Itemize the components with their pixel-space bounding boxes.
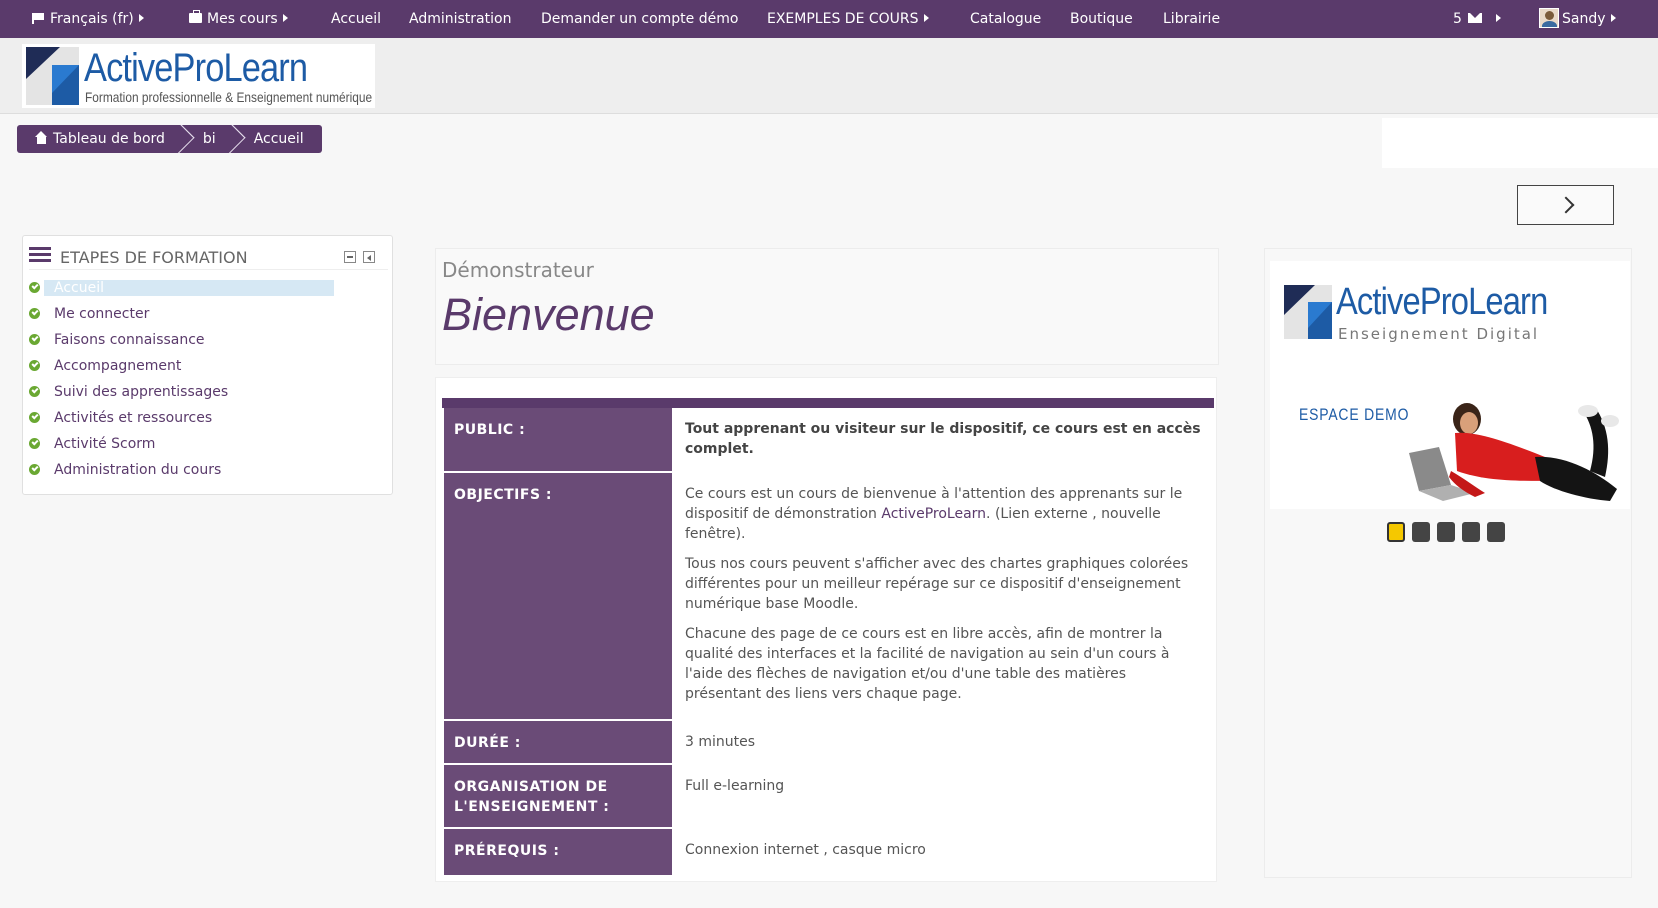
- breadcrumb-dashboard-label: Tableau de bord: [53, 131, 165, 147]
- course-label: Démonstrateur: [442, 258, 594, 282]
- organisation-value: Full e-learning: [673, 764, 1213, 828]
- slider-dot-4[interactable]: [1462, 522, 1480, 542]
- check-icon: [29, 438, 40, 449]
- activeprolearn-link[interactable]: ActiveProLearn: [881, 506, 987, 522]
- slide-label: ESPACE DEMO: [1299, 405, 1410, 424]
- toc-item-label: Activités et ressources: [54, 410, 213, 426]
- toc-item-label: Accompagnement: [54, 358, 182, 374]
- objectives-paragraph: Tous nos cours peuvent s'afficher avec des chartes graphiques colorées différentes pour un meilleur repérage sur ce dispositif d'enseignement numérique base Moodle.: [685, 556, 1189, 612]
- toc-item-label: Administration du cours: [54, 462, 222, 478]
- table-row: [443, 403, 1213, 472]
- public-value-text: Tout apprenant ou visiteur sur le dispositif, ce cours est en accès complet.: [685, 421, 1201, 457]
- toc-item-label: Accueil: [44, 280, 334, 296]
- menu-bars-icon: [29, 247, 51, 263]
- student-laptop-illustration: [1405, 401, 1625, 506]
- envelope-icon: [1468, 13, 1482, 23]
- message-count: 5: [1453, 11, 1462, 27]
- top-navbar: [0, 0, 1658, 38]
- prerequisites-value: Connexion internet , casque micro: [673, 828, 1213, 876]
- header-search-area: [1382, 118, 1658, 168]
- toc-item-scorm[interactable]: [29, 436, 334, 462]
- breadcrumb-bi[interactable]: bi: [183, 125, 234, 153]
- slider-dot-1[interactable]: [1387, 522, 1405, 542]
- slide-image[interactable]: [1270, 261, 1630, 509]
- objectives-text: . (Lien externe , nouvelle fenêtre).: [685, 506, 1161, 542]
- objectives-text: Ce cours est un cours de bienvenue à l'attention des apprenants sur le dispositif de démonstration: [685, 486, 1183, 522]
- block-title: ETAPES DE FORMATION: [60, 248, 248, 267]
- toc-item-label: Suivi des apprentissages: [54, 384, 229, 400]
- toc-item-label: Activité Scorm: [54, 436, 156, 452]
- organisation-key: ORGANISATION DE L'ENSEIGNEMENT :: [443, 764, 673, 828]
- page-title: Bienvenue: [442, 289, 655, 340]
- toc-item-faisons-connaissance[interactable]: [29, 332, 334, 358]
- course-info-table: [442, 398, 1214, 877]
- objectives-paragraph: [685, 484, 1202, 544]
- breadcrumb-dashboard[interactable]: [17, 125, 183, 153]
- toc-item-accompagnement[interactable]: [29, 358, 334, 384]
- user-menu[interactable]: [1539, 0, 1616, 38]
- caret-right-icon: [924, 14, 929, 22]
- slider-dots: [1387, 522, 1505, 542]
- duration-value: 3 minutes: [673, 720, 1213, 764]
- table-row: [443, 764, 1213, 828]
- nav-link-accueil[interactable]: Accueil: [331, 11, 381, 27]
- toc-item-accueil[interactable]: [29, 280, 334, 306]
- toc-item-label: Faisons connaissance: [54, 332, 205, 348]
- page-title-box: [435, 248, 1219, 365]
- toc-item-suivi[interactable]: [29, 384, 334, 410]
- home-icon: [35, 134, 48, 144]
- public-key: PUBLIC :: [443, 403, 673, 472]
- logo-mark-icon: [1284, 285, 1332, 339]
- logo-subtitle: Formation professionnelle & Enseignement numérique: [85, 89, 373, 105]
- objectives-paragraph: Chacune des page de ce cours est en libre accès, afin de montrer la qualité des interfaces et la facilité de navigation au sein d'un cours à l'aide des flèches de navigation et/ou d'une table des matières présentant des liens vers chaque page.: [685, 626, 1170, 702]
- table-row: [443, 472, 1213, 720]
- breadcrumb-accueil[interactable]: Accueil: [253, 131, 304, 147]
- caret-right-icon: [1496, 14, 1501, 22]
- language-menu[interactable]: [32, 0, 144, 38]
- promo-slider: [1264, 248, 1632, 878]
- nav-link-demo-account[interactable]: Demander un compte démo: [541, 11, 739, 27]
- nav-link-boutique[interactable]: Boutique: [1070, 11, 1133, 27]
- nav-link-catalogue[interactable]: Catalogue: [970, 11, 1042, 27]
- course-info-panel: [435, 377, 1217, 882]
- user-name: Sandy: [1562, 11, 1606, 27]
- check-icon: [29, 412, 40, 423]
- flag-icon: [32, 13, 45, 24]
- check-icon: [29, 464, 40, 475]
- check-icon: [29, 308, 40, 319]
- briefcase-icon: [189, 13, 202, 23]
- public-value: [673, 403, 1213, 472]
- toc-item-me-connecter[interactable]: [29, 306, 334, 332]
- language-label: Français (fr): [50, 11, 134, 27]
- slide-title: ActiveProLearn: [1336, 281, 1548, 323]
- site-logo[interactable]: [22, 44, 375, 108]
- next-page-button[interactable]: [1517, 185, 1614, 225]
- page-header: [0, 38, 1658, 114]
- toc-item-administration[interactable]: [29, 462, 334, 488]
- toc-item-label: Me connecter: [54, 306, 150, 322]
- table-row: [443, 828, 1213, 876]
- check-icon: [29, 282, 40, 293]
- course-examples-label: EXEMPLES DE COURS: [767, 11, 919, 27]
- caret-right-icon: [283, 14, 288, 22]
- nav-link-librairie[interactable]: Librairie: [1163, 11, 1221, 27]
- caret-right-icon: [139, 14, 144, 22]
- check-icon: [29, 360, 40, 371]
- caret-right-icon: [1611, 14, 1616, 22]
- objectives-key: OBJECTIFS :: [443, 472, 673, 720]
- my-courses-menu[interactable]: [189, 0, 288, 38]
- logo-title: ActiveProLearn: [84, 46, 308, 90]
- table-row: [443, 720, 1213, 764]
- collapse-block-button[interactable]: [344, 251, 356, 263]
- block-header: [29, 244, 388, 270]
- nav-link-administration[interactable]: Administration: [409, 11, 512, 27]
- my-courses-label: Mes cours: [207, 11, 278, 27]
- check-icon: [29, 386, 40, 397]
- objectives-value: [673, 472, 1213, 720]
- slider-dot-5[interactable]: [1487, 522, 1505, 542]
- slider-dot-3[interactable]: [1437, 522, 1455, 542]
- avatar: [1539, 8, 1559, 28]
- dock-block-button[interactable]: [363, 251, 375, 263]
- table-of-contents: [29, 280, 334, 488]
- toc-item-activites[interactable]: [29, 410, 334, 436]
- slider-dot-2[interactable]: [1412, 522, 1430, 542]
- breadcrumb: [17, 125, 322, 153]
- slide-subtitle: Enseignement Digital: [1338, 325, 1540, 343]
- logo-mark-icon: [26, 47, 79, 105]
- prerequisites-key: PRÉREQUIS :: [443, 828, 673, 876]
- messages-menu[interactable]: [1453, 0, 1501, 38]
- nav-link-course-examples[interactable]: [767, 0, 929, 38]
- training-steps-block: [22, 235, 393, 495]
- duration-key: DURÉE :: [443, 720, 673, 764]
- check-icon: [29, 334, 40, 345]
